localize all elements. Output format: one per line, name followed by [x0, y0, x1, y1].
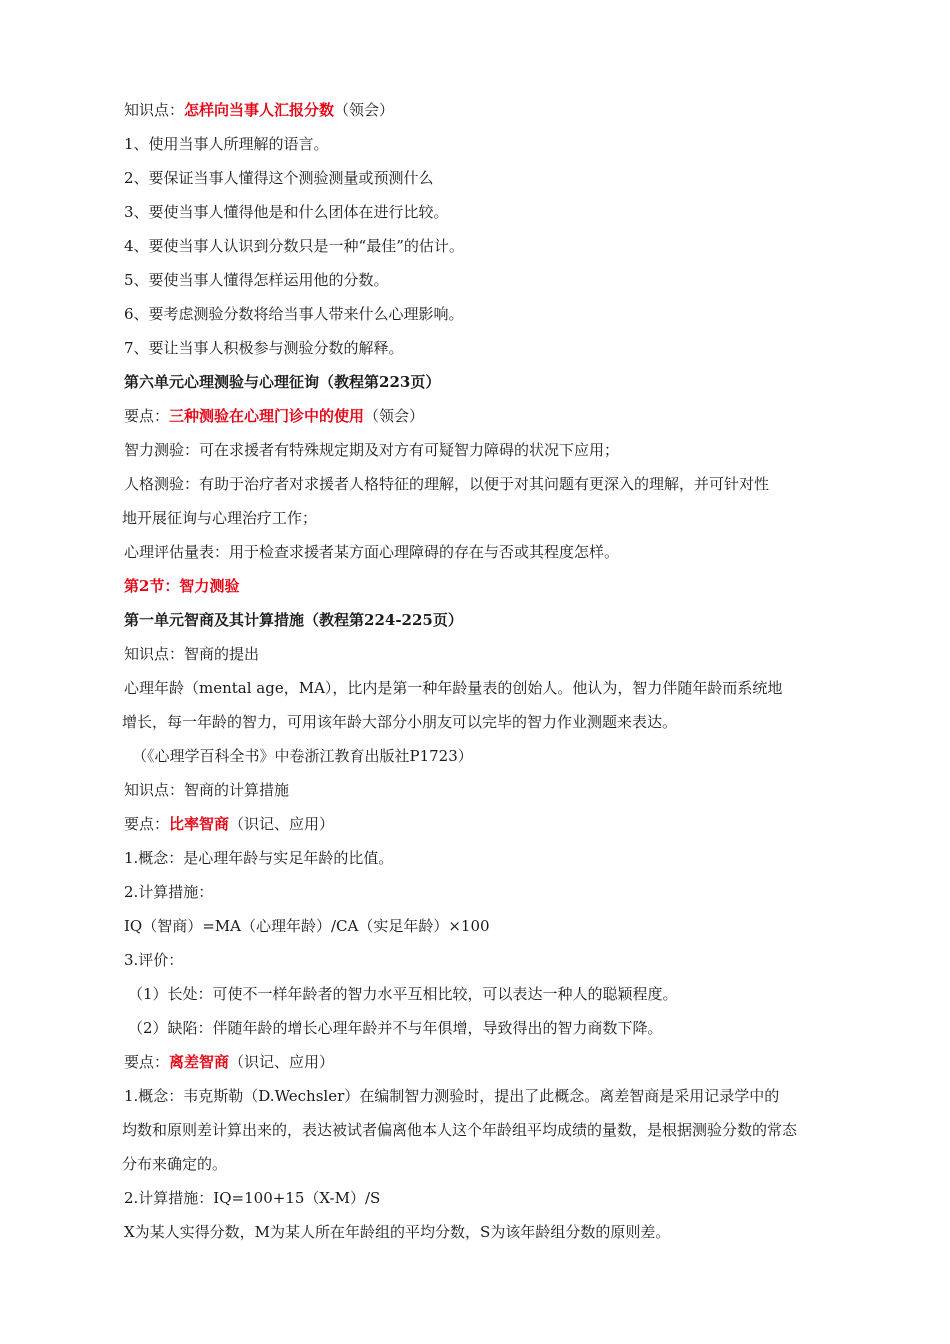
ratio-iq-advantage: （1）长处：可使不一样年龄者的智力水平互相比较，可以表达一种人的聪颖程度。 [128, 985, 678, 1003]
label-prefix: 知识点： [124, 101, 185, 119]
highlight-title: 离差智商 [169, 1053, 230, 1071]
ratio-iq-formula: IQ（智商）=MA（心理年龄）/CA（实足年龄）×100 [124, 917, 490, 935]
list-item: 6、要考虑测验分数将给当事人带来什么心理影响。 [124, 305, 464, 323]
level-tag: （识记、应用） [229, 1053, 335, 1071]
personality-test-line-2: 地开展征询与心理治疗工作； [122, 509, 318, 527]
key-point-deviation-iq [124, 1050, 846, 1074]
key-point-ratio-iq [124, 812, 846, 836]
section-2-heading: 第2节：智力测验 [124, 577, 240, 595]
list-item: 4、要使当事人认识到分数只是一种“最佳”的估计。 [124, 237, 464, 255]
label-prefix: 要点： [124, 407, 170, 425]
document-body [124, 98, 846, 1254]
unit6-heading: 第六单元心理测验与心理征询（教程第223页） [124, 373, 441, 391]
knowledge-point-iq-calc: 知识点：智商的计算措施 [124, 781, 290, 799]
list-item: 5、要使当事人懂得怎样运用他的分数。 [124, 271, 389, 289]
deviation-iq-concept-line-2: 均数和原则差计算出来的，表达被试者偏离他本人这个年龄组平均成绩的量数，是根据测验分数的常态 [122, 1121, 798, 1139]
highlight-title: 怎样向当事人汇报分数 [184, 101, 335, 119]
list-item: 2、要保证当事人懂得这个测验测量或预测什么 [124, 169, 434, 187]
level-tag: （识记、应用） [229, 815, 335, 833]
mental-age-line-1: 心理年龄（mental age，MA），比内是第一种年龄量表的创始人。他认为，智力伴随年龄而系统地 [124, 679, 783, 697]
assessment-scale-paragraph: 心理评估量表：用于检查求援者某方面心理障碍的存在与否或其程度怎样。 [124, 543, 620, 561]
deviation-iq-concept-line-1: 1.概念：韦克斯勒（D.Wechsler）在编制智力测验时，提出了此概念。离差智商是采用记录学中的 [124, 1087, 780, 1105]
highlight-title: 三种测验在心理门诊中的使用 [169, 407, 365, 425]
ratio-iq-calc-label: 2.计算措施： [124, 883, 214, 901]
key-point-three-tests [124, 404, 846, 428]
intelligence-test-paragraph: 智力测验：可在求援者有特殊规定期及对方有可疑智力障碍的状况下应用； [124, 441, 620, 459]
deviation-iq-concept-line-3: 分布来确定的。 [122, 1155, 228, 1173]
knowledge-point-iq-origin: 知识点：智商的提出 [124, 645, 260, 663]
ratio-iq-disadvantage: （2）缺陷：伴随年龄的增长心理年龄并不与年俱增，导致得出的智力商数下降。 [128, 1019, 663, 1037]
unit1-heading: 第一单元智商及其计算措施（教程第224-225页） [124, 611, 463, 629]
list-item: 7、要让当事人积极参与测验分数的解释。 [124, 339, 404, 357]
highlight-title: 比率智商 [169, 815, 230, 833]
level-tag: （领会） [364, 407, 425, 425]
knowledge-point-report-scores [124, 98, 846, 122]
list-item: 1、使用当事人所理解的语言。 [124, 135, 329, 153]
label-prefix: 要点： [124, 815, 170, 833]
list-item: 3、要使当事人懂得他是和什么团体在进行比较。 [124, 203, 449, 221]
ratio-iq-concept: 1.概念：是心理年龄与实足年龄的比值。 [124, 849, 394, 867]
deviation-iq-formula: 2.计算措施：IQ=100+15（X-M）/S [124, 1189, 381, 1207]
label-prefix: 要点： [124, 1053, 170, 1071]
mental-age-line-2: 增长，每一年龄的智力，可用该年龄大部分小朋友可以完毕的智力作业测题来表达。 [122, 713, 678, 731]
personality-test-line-1: 人格测验：有助于治疗者对求援者人格特征的理解，以便于对其问题有更深入的理解，并可针对性 [124, 475, 770, 493]
ratio-iq-evaluation-label: 3.评价： [124, 951, 184, 969]
deviation-iq-variables: X为某人实得分数，M为某人所在年龄组的平均分数，S为该年龄组分数的原则差。 [124, 1223, 671, 1241]
level-tag: （领会） [334, 101, 395, 119]
citation: （《心理学百科全书》中卷浙江教育出版社P1723） [132, 747, 473, 765]
